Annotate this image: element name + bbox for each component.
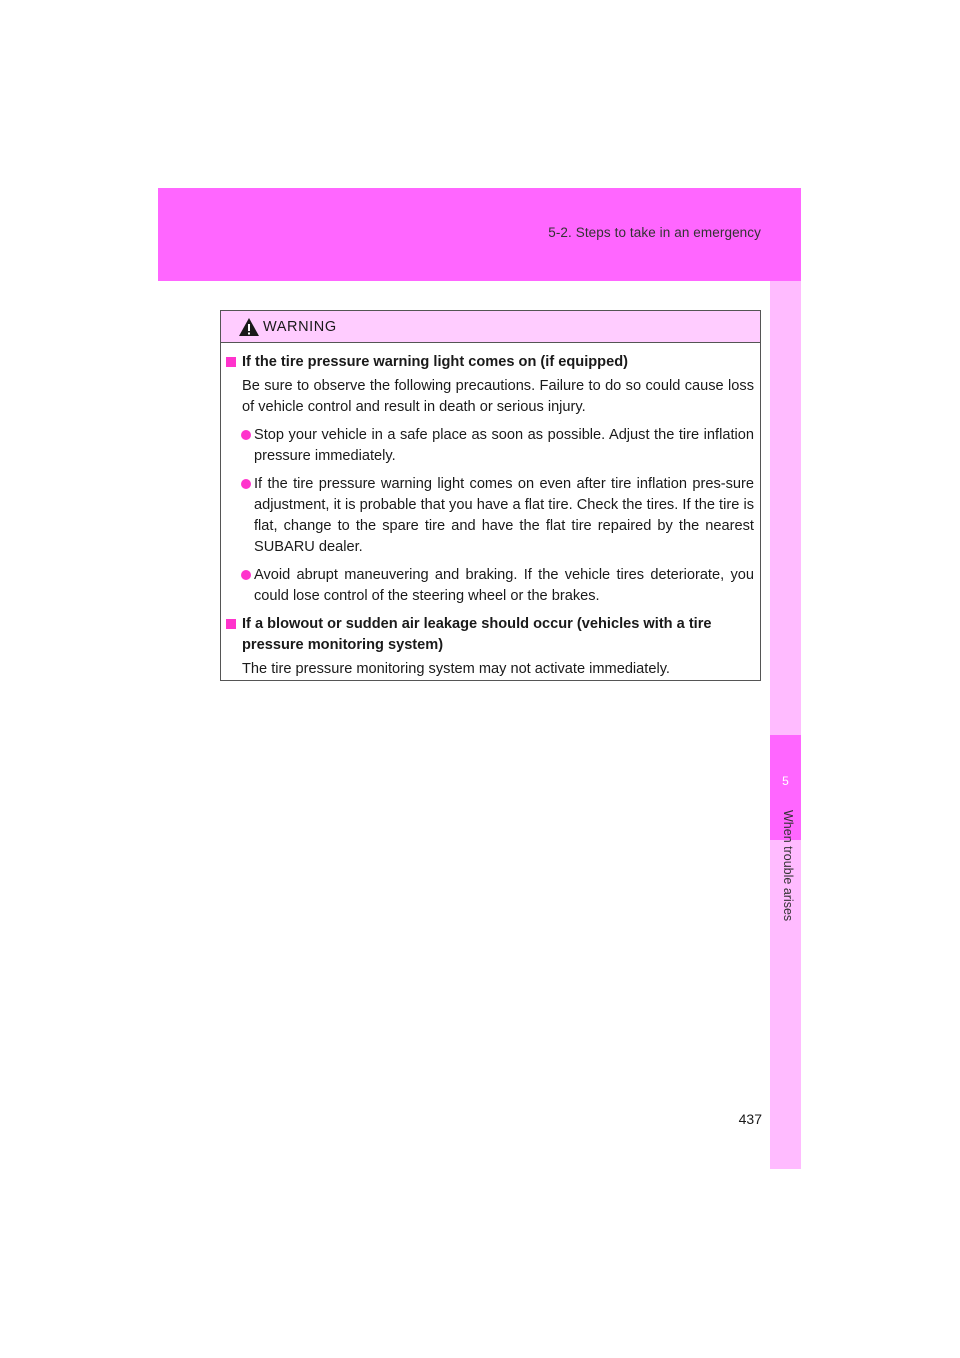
round-bullet-icon (241, 570, 251, 580)
warning-body (221, 343, 760, 680)
list-item-text: Stop your vehicle in a safe place as soon as possible. Adjust the tire inflation pressure immediately. (254, 427, 754, 464)
list-item (225, 474, 754, 558)
page-header (158, 188, 801, 281)
chapter-number: 5 (782, 774, 789, 788)
warning-box (220, 310, 761, 681)
square-bullet-icon (226, 619, 236, 629)
round-bullet-icon (241, 479, 251, 489)
round-bullet-icon (241, 430, 251, 440)
warning-header (221, 311, 760, 343)
warning-triangle-icon (238, 317, 260, 337)
section-heading-text: If the tire pressure warning light comes on (if equipped) (242, 354, 628, 370)
page-number: 437 (738, 1111, 762, 1127)
list-item (225, 565, 754, 607)
section-heading (225, 352, 754, 373)
section-paragraph: Be sure to observe the following precautions. Failure to do so could cause loss of vehicle control and result in death or serious injury. (242, 378, 754, 415)
section-heading-text: If a blowout or sudden air leakage should occur (vehicles with a tire pressure monitoring system) (242, 616, 712, 653)
list-item-text: Avoid abrupt maneuvering and braking. If the vehicle tires deteriorate, you could lose control of the steering wheel or the brakes. (254, 567, 754, 604)
list-item-text: If the tire pressure warning light comes on even after tire inflation pres-sure adjustment, it is probable that you have a flat tire. Check the tires. If the tire is flat, change to the spare tire and have the flat tire repaired by the nearest SUBARU dealer. (254, 476, 754, 555)
warning-label: WARNING (263, 319, 337, 335)
list-item (225, 425, 754, 467)
section-title: 5-2. Steps to take in an emergency (548, 225, 761, 240)
chapter-title: When trouble arises (781, 810, 795, 922)
section-paragraph: The tire pressure monitoring system may not activate immediately. (242, 661, 670, 677)
square-bullet-icon (226, 357, 236, 367)
section-heading (225, 614, 754, 656)
chapter-side-strip (770, 281, 801, 1169)
